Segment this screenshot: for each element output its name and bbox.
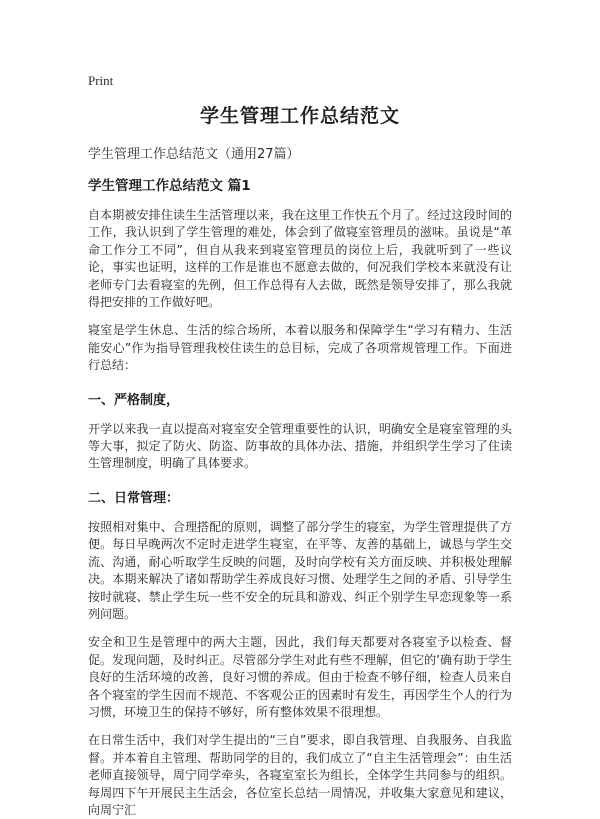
paragraph-goal: 寝室是学生休息、生活的综合场所，本着以服务和保障学生“学习有精力、生活能安心”作为指导管理我校住读生的总目标，完成了各项常规管理工作。下面进行总结：: [88, 323, 512, 373]
heading-daily-management: 二、日常管理：: [88, 490, 180, 506]
paragraph-daily-management: 按照相对集中、合理搭配的原则，调整了部分学生的寝室，为学生管理提供了方便。每日早晚两次不定时走进学生寝室，在平等、友善的基础上，诚恳与学生交流、沟通，耐心听取学生反映的问题，及时向学校有关方面反映、并积极处理解决。本期来解决了诸如帮助学生养成良好习惯、处理学生之间的矛盾、引导学生按时就寝、禁止学生玩一些不安全的玩具和游戏、纠正个别学生早恋现象等一系列问题。: [88, 519, 512, 621]
print-link[interactable]: Print: [88, 73, 114, 88]
paragraph-safety-hygiene: 安全和卫生是管理中的两大主题，因此，我们每天都要对各寝室予以检查、督促。发现问题，及时纠正。尽管部分学生对此有些不理解，但它的’确有助于学生良好的生活环境的改善，良好习惯的养成。但由于检查不够仔细，检查人员来自各个寝室的学生因而不规范、不客观公正的因素时有发生，再因学生个人的行为习惯，环境卫生的保持不够好，所有整体效果不很理想。: [88, 635, 512, 719]
document-subtitle: 学生管理工作总结范文（通用27篇）: [88, 147, 300, 162]
heading-strict-rules: 一、严格制度，: [88, 392, 180, 408]
page-title: 学生管理工作总结范文: [199, 105, 400, 127]
section-title-part1: 学生管理工作总结范文 篇1: [88, 178, 251, 194]
paragraph-safety-rules: 开学以来我一直以提高对寝室安全管理重要性的认识，明确安全是寝室管理的头等大事，拟定了防火、防盗、防事故的具体办法、措施，并组织学生学习了住读生管理制度，明确了具体要求。: [88, 421, 512, 471]
paragraph-intro: 自本期被安排住读生生活管理以来，我在这里工作快五个月了。经过这段时间的工作，我认识到了学生管理的难处，体会到了做寝室管理员的滋味。虽说是“革命工作分工不同”，但自从我来到寝室管理员的岗位上后，我就听到了一些议论，事实也证明，这样的工作是谁也不愿意去做的，何况我们学校本来就没有让老师专门去看寝室的先例，但工作总得有人去做，既然是领导安排了，那么我就得把安排的工作做好吧。: [88, 208, 512, 310]
paragraph-self-management: 在日常生活中，我们对学生提出的“三自”要求，即自我管理、自我服务、自我监督。并本着自主管理、帮助同学的目的，我们成立了“自主生活管理会”：由生活老师直接领导，周宁同学牵头，各寝室室长为组长，全体学生共同参与的组织。每周四下午开展民主生活会，各位室长总结一周情况，并收集大家意见和建议，向周宁汇: [88, 733, 512, 817]
